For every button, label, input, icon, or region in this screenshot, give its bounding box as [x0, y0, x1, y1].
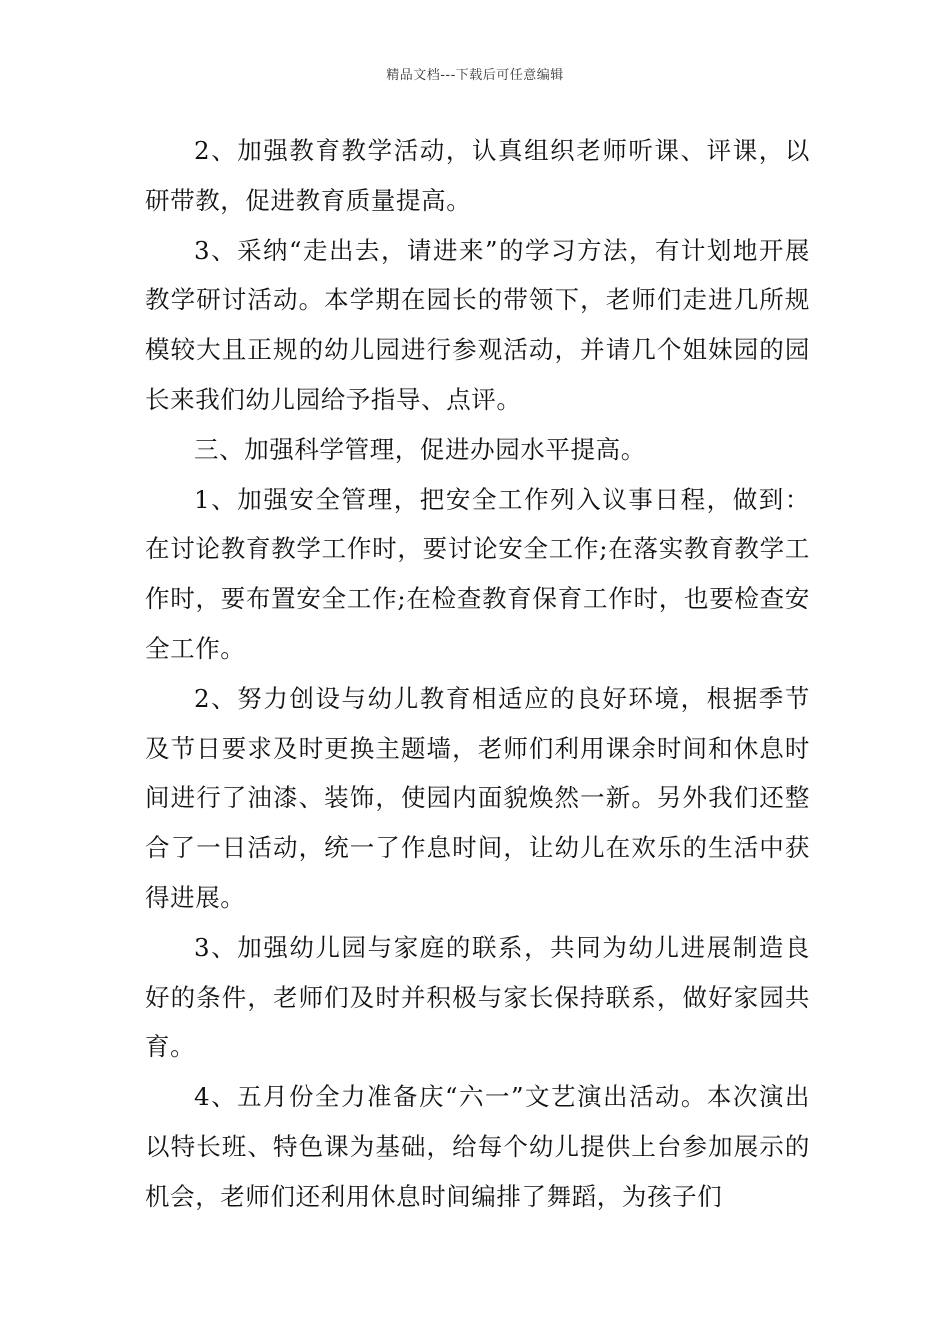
paragraph: 1、加强安全管理，把安全工作列入议事日程，做到：在讨论教育教学工作时，要讨论安全工作;在落实教育教学工作时，要布置安全工作;在检查教育保育工作时，也要检查安全工作。	[145, 484, 810, 663]
paragraph: 3、加强幼儿园与家庭的联系，共同为幼儿进展制造良好的条件，老师们及时并积极与家长保持联系，做好家园共育。	[145, 932, 810, 1062]
paragraph: 3、采纳“走出去，请进来”的学习方法，有计划地开展教学研讨活动。本学期在园长的带领下，老师们走进几所规模较大且正规的幼儿园进行参观活动，并请几个姐妹园的园长来我们幼儿园给予指导、点评。	[145, 235, 810, 414]
document-body	[145, 126, 810, 1222]
paragraph: 2、努力创设与幼儿教育相适应的良好环境，根据季节及节日要求及时更换主题墙，老师们利用课余时间和休息时间进行了油漆、装饰，使园内面貌焕然一新。另外我们还整合了一日活动，统一了作息时间，让幼儿在欢乐的生活中获得进展。	[145, 683, 810, 912]
page-header: 精品文档---下载后可任意编辑	[386, 68, 564, 83]
section-heading: 三、加强科学管理，促进办园水平提高。	[194, 434, 646, 464]
paragraph: 2、加强教育教学活动，认真组织老师听课、评课，以研带教，促进教育质量提高。	[145, 136, 810, 215]
paragraph: 4、五月份全力准备庆“六一”文艺演出活动。本次演出以特长班、特色课为基础，给每个幼儿提供上台参加展示的机会，老师们还利用休息时间编排了舞蹈，为孩子们	[145, 1082, 810, 1211]
